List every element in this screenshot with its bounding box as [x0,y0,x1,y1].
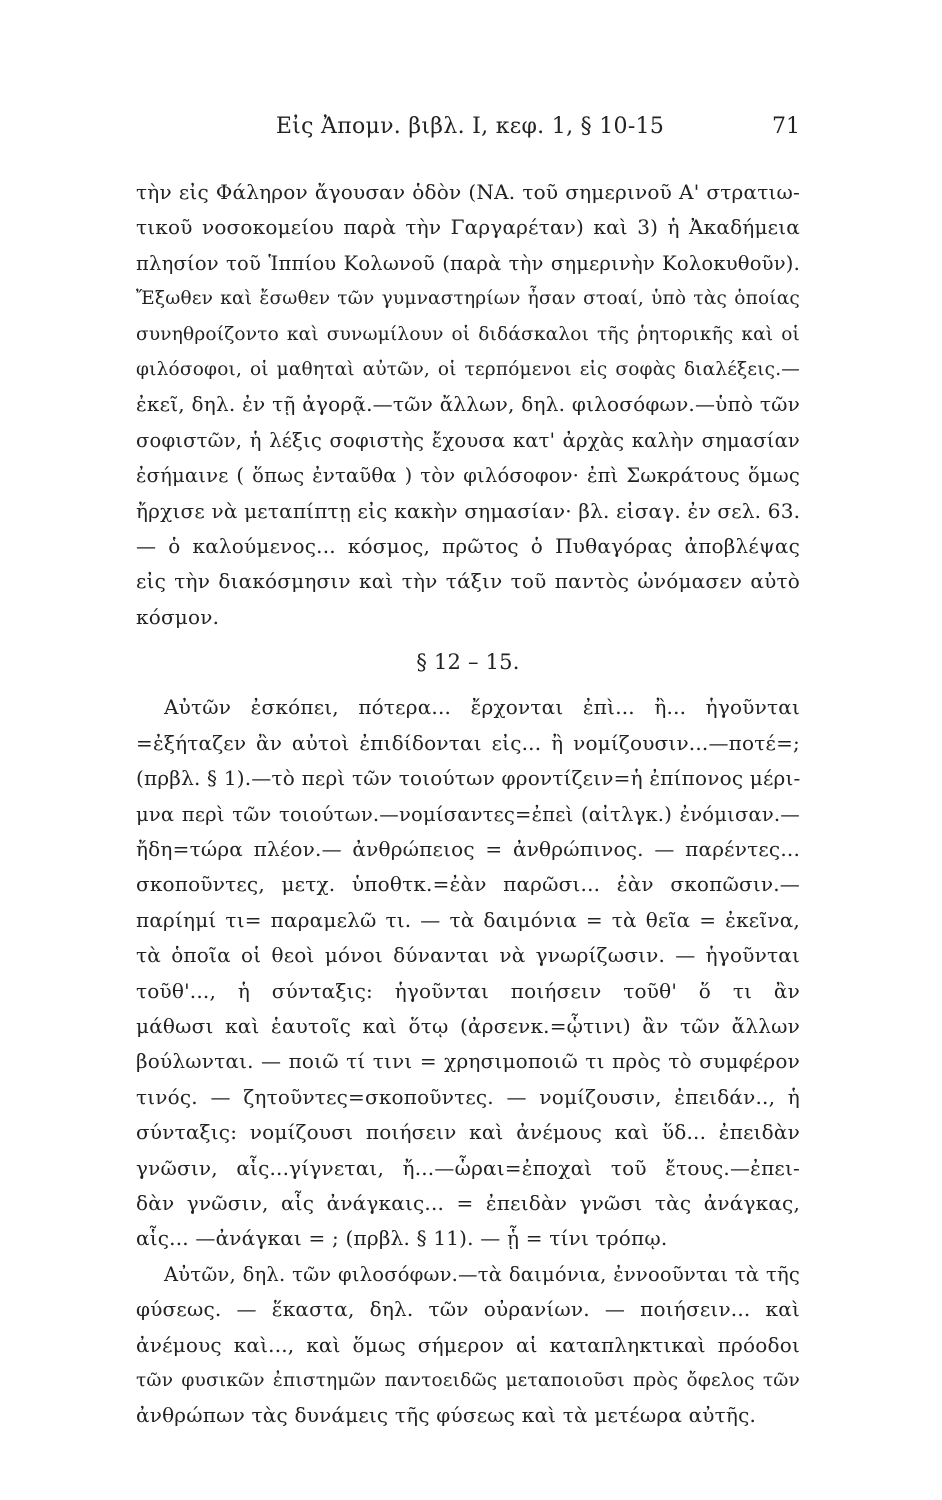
text-line: ἐκεῖ, δηλ. ἐν τῇ ἀγορᾷ.—τῶν ἄλλων, δηλ. φιλοσόφων.—ὑπὸ τῶν [136,392,800,417]
text-line: ἐσήμαινε ( ὅπως ἐνταῦθα ) τὸν φιλόσοφον· ἐπὶ Σωκράτους ὅμως [136,464,800,488]
page-number: 71 [772,114,800,139]
text-line: σκοποῦντες, μετχ. ὑποθτκ.=ἐὰν παρῶσι... ἐὰν σκοπῶσιν.— [136,872,800,897]
commentary-text [136,175,800,1434]
text-line: =ἐξήταζεν ἂν αὐτοὶ ἐπιδίδονται εἰς... ἢ νομίζουσιν...—ποτέ=; [136,730,800,755]
text-line: ἤδη=τώρα πλέον.— ἀνθρώπειος = ἀνθρώπινος. — παρέντες... [136,837,800,862]
text-line: ἀνέμους καὶ..., καὶ ὅμως σήμερον αἱ καταπληκτικαὶ πρόοδοι [136,1332,800,1357]
section-spacer [136,635,800,645]
text-line: γνῶσιν, αἷς...γίγνεται, ἤ...—ὧραι=ἐποχαὶ τοῦ ἔτους.—ἐπει- [136,1155,800,1180]
text-line: τὰ ὁποῖα οἱ θεοὶ μόνοι δύνανται νὰ γνωρίζωσιν. — ἡγοῦνται [136,943,800,968]
text-line: σοφιστῶν, ἡ λέξις σοφιστὴς ἔχουσα κατ' ἀρχὰς καλὴν σημασίαν [136,428,800,452]
text-line: Αὐτῶν ἐσκόπει, πότερα... ἔρχονται ἐπὶ... ἢ... ἡγοῦνται [164,695,800,720]
text-line: πλησίον τοῦ Ἱππίου Κολωνοῦ (παρὰ τὴν σημερινὴν Κολοκυθοῦν). [136,251,800,275]
text-line: παρίημί τι= παραμελῶ τι. — τὰ δαιμόνια = τὰ θεῖα = ἐκεῖνα, [136,907,800,932]
paragraph-1 [136,175,800,635]
text-line: μάθωσι καὶ ἑαυτοῖς καὶ ὅτῳ (ἀρσενκ.=ᾧτινι) ἂν τῶν ἄλλων [136,1013,800,1038]
text-line: ἤρχισε νὰ μεταπίπτῃ εἰς κακὴν σημασίαν· βλ. εἰσαγ. ἐν σελ. 63. [136,498,801,523]
text-line: Αὐτῶν, δηλ. τῶν φιλοσόφων.—τὰ δαιμόνια, ἐννοοῦνται τὰ τῆς [164,1262,800,1286]
text-line: φιλόσοφοι, οἱ μαθηταὶ αὐτῶν, οἱ τερπόμενοι εἰς σοφὰς διαλέξεις.— [136,358,800,380]
text-line: Ἔξωθεν καὶ ἔσωθεν τῶν γυμναστηρίων ἦσαν στοαί, ὑπὸ τὰς ὁποίας [136,288,800,310]
text-line: τοῦθ'..., ἡ σύνταξις: ἡγοῦνται ποιήσειν τοῦθ' ὅ τι ἂν [136,978,800,1003]
text-line: (πρβλ. § 1).—τὸ περὶ τῶν τοιούτων φροντίζειν=ἡ ἐπίπονος μέρι- [136,766,801,791]
text-line: ἀνθρώπων τὰς δυνάμεις τῆς φύσεως καὶ τὰ μετέωρα αὐτῆς. [136,1403,757,1428]
paragraph-2 [136,690,800,1256]
text-line: μνα περὶ τῶν τοιούτων.—νομίσαντες=ἐπεὶ (αἰτλγκ.) ἐνόμισαν.— [136,802,800,826]
text-line: εἰς τὴν διακόσμησιν καὶ τὴν τάξιν τοῦ παντὸς ὠνόμασεν αὐτὸ [136,569,800,594]
text-line: βούλωνται. — ποιῶ τί τινι = χρησιμοποιῶ τι πρὸς τὸ συμφέρον [136,1049,800,1074]
text-line: — ὁ καλούμενος... κόσμος, πρῶτος ὁ Πυθαγόρας ἀποβλέψας [136,533,800,558]
text-line: φύσεως. — ἕκαστα, δηλ. τῶν οὐρανίων. — ποιήσειν... καὶ [136,1297,800,1322]
paragraph-3 [136,1257,800,1434]
section-spacer [136,680,800,690]
text-line: σύνταξις: νομίζουσι ποιήσειν καὶ ἀνέμους καὶ ὕδ... ἐπειδὰν [136,1120,800,1145]
text-line: τινός. — ζητοῦντες=σκοποῦντες. — νομίζουσιν, ἐπειδάν.., ἡ [136,1084,800,1109]
text-line: τικοῦ νοσοκομείου παρὰ τὴν Γαργαρέταν) καὶ 3) ἡ Ἀκαδήμεια [136,215,800,240]
section-heading: § 12 – 15. [416,650,520,675]
text-line: κόσμον. [136,604,220,629]
text-line: τῶν φυσικῶν ἐπιστημῶν παντοειδῶς μεταποιοῦσι πρὸς ὄφελος τῶν [136,1369,800,1391]
text-line: δὰν γνῶσιν, αἷς ἀνάγκαις... = ἐπειδὰν γνῶσι τὰς ἀνάγκας, [136,1190,800,1215]
text-line: τὴν εἰς Φάληρον ἄγουσαν ὁδὸν (ΝΑ. τοῦ σημερινοῦ Α' στρατιω- [136,180,800,204]
text-line: αἷς... —ἀνάγκαι = ; (πρβλ. § 11). — ᾗ = τίνι τρόπῳ. [136,1226,668,1251]
text-line: συνηθροίζοντο καὶ συνωμίλουν οἱ διδάσκαλοι τῆς ῥητορικῆς καὶ οἱ [136,323,800,345]
running-title: Εἰς Ἀπομν. βιβλ. Ι, κεφ. 1, § 10-15 [275,114,665,139]
